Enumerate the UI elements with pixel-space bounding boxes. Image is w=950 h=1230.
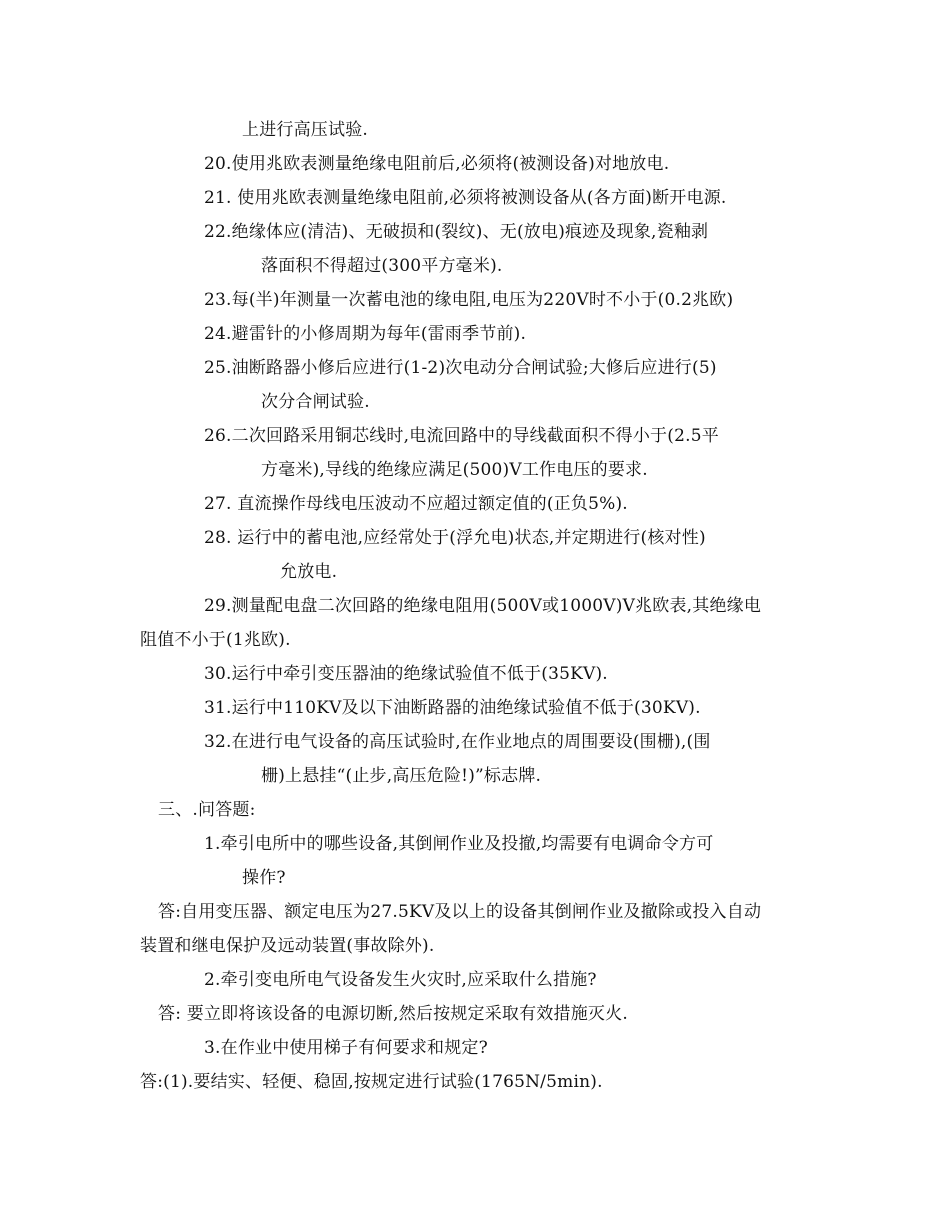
text-line: 28. 运行中的蓄电池,应经常处于(浮允电)状态,并定期进行(核对性) (204, 528, 706, 548)
text-line: 阻值不小于(1兆欧). (140, 630, 291, 650)
text-line: 32.在进行电气设备的高压试验时,在作业地点的周围要设(围栅),(围 (204, 732, 711, 752)
text-line: 26.二次回路采用铜芯线时,电流回路中的导线截面积不得小于(2.5平 (204, 426, 719, 446)
text-line: 上进行高压试验. (242, 120, 369, 140)
text-line: 22.绝缘体应(清洁)、无破损和(裂纹)、无(放电)痕迹及现象,瓷釉剥 (204, 222, 709, 242)
text-line: 2.牵引变电所电气设备发生火灾时,应采取什么措施? (204, 970, 597, 990)
text-line: 24.避雷针的小修周期为每年(雷雨季节前). (204, 324, 527, 344)
text-line: 操作? (242, 868, 286, 888)
text-line: 20.使用兆欧表测量绝缘电阻前后,必须将(被测设备)对地放电. (204, 154, 670, 174)
text-line: 答:自用变压器、额定电压为27.5KV及以上的设备其倒闸作业及撤除或投入自动 (158, 902, 762, 922)
text-line: 30.运行中牵引变压器油的绝缘试验值不低于(35KV). (204, 664, 608, 684)
text-line: 落面积不得超过(300平方毫米). (261, 256, 503, 276)
text-line: 答: 要立即将该设备的电源切断,然后按规定采取有效措施灭火. (158, 1004, 628, 1024)
text-line: 装置和继电保护及远动装置(事故除外). (140, 936, 435, 956)
text-line: 次分合闸试验. (261, 392, 370, 412)
text-line: 3.在作业中使用梯子有何要求和规定? (204, 1038, 488, 1058)
text-line: 31.运行中110KV及以下油断路器的油绝缘试验值不低于(30KV). (204, 698, 701, 718)
text-line: 1.牵引电所中的哪些设备,其倒闸作业及投撤,均需要有电调命令方可 (204, 834, 714, 854)
text-line: 25.油断路器小修后应进行(1-2)次电动分合闸试验;大修后应进行(5) (204, 358, 717, 378)
text-line: 答:(1).要结实、轻便、稳固,按规定进行试验(1765N/5min). (140, 1072, 603, 1092)
text-line: 栅)上悬挂“(止步,高压危险!)”标志牌. (261, 766, 542, 786)
text-line: 27. 直流操作母线电压波动不应超过额定值的(正负5%). (204, 494, 628, 514)
text-line: 23.每(半)年测量一次蓄电池的缘电阻,电压为220V时不小于(0.2兆欧) (204, 290, 734, 310)
section-heading: 三、.问答题: (158, 800, 256, 820)
text-line: 允放电. (280, 562, 338, 582)
text-line: 方毫米),导线的绝缘应满足(500)V工作电压的要求. (261, 460, 648, 480)
text-line: 29.测量配电盘二次回路的绝缘电阻用(500V或1000V)V兆欧表,其绝缘电 (204, 596, 762, 616)
text-line: 21. 使用兆欧表测量绝缘电阻前,必须将被测设备从(各方面)断开电源. (204, 188, 727, 208)
